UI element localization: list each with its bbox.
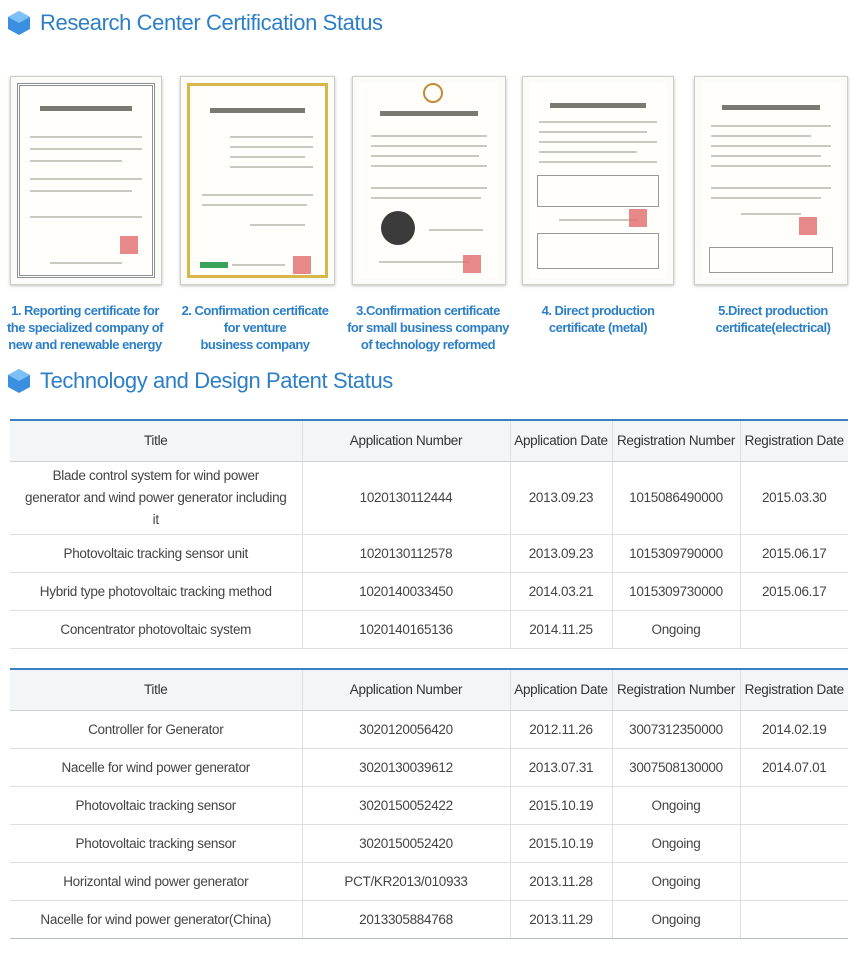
registration-date: 2015.03.30: [740, 462, 848, 535]
application-date: 2012.11.26: [510, 711, 612, 749]
certificate-caption-1: 1. Reporting certificate for the specialized company of new and renewable energy: [6, 303, 164, 352]
design-patent-table: [10, 668, 848, 939]
certificate-image-1: [10, 76, 162, 285]
hexagon-icon: [6, 368, 32, 394]
header-registration-date: Registration Date: [740, 420, 848, 462]
certificate-image-4: [522, 76, 674, 285]
header-title: Title: [10, 420, 302, 462]
application-date: 2013.11.29: [510, 901, 612, 939]
application-number: 3020130039612: [302, 749, 510, 787]
registration-date: [740, 863, 848, 901]
registration-date: 2015.06.17: [740, 573, 848, 611]
patent-title: Photovoltaic tracking sensor unit: [10, 535, 302, 573]
table-row: [10, 573, 848, 611]
certificate-caption-2: 2. Confirmation certificate for venture business company: [181, 303, 329, 352]
application-date: 2013.07.31: [510, 749, 612, 787]
table-row: [10, 711, 848, 749]
technology-patent-table: [10, 419, 848, 649]
registration-date: 2015.06.17: [740, 535, 848, 573]
registration-number: Ongoing: [612, 787, 740, 825]
header-registration-number: Registration Number: [612, 420, 740, 462]
table-row: [10, 863, 848, 901]
table-header-row: [10, 420, 848, 462]
patent-section-heading: [6, 366, 393, 396]
registration-number: Ongoing: [612, 825, 740, 863]
application-number: 1020140165136: [302, 611, 510, 649]
header-registration-date: Registration Date: [740, 669, 848, 711]
application-date: 2013.09.23: [510, 535, 612, 573]
table-row: [10, 787, 848, 825]
certificate-caption-5: 5.Direct production certificate(electrical): [715, 303, 831, 335]
registration-number: 1015309730000: [612, 573, 740, 611]
table-row: [10, 611, 848, 649]
table-row: [10, 535, 848, 573]
header-registration-number: Registration Number: [612, 669, 740, 711]
patent-title: Hybrid type photovoltaic tracking method: [10, 573, 302, 611]
registration-number: 1015086490000: [612, 462, 740, 535]
registration-number: Ongoing: [612, 901, 740, 939]
registration-number: Ongoing: [612, 611, 740, 649]
header-application-date: Application Date: [510, 420, 612, 462]
patent-title: Concentrator photovoltaic system: [10, 611, 302, 649]
registration-number: 3007312350000: [612, 711, 740, 749]
hexagon-icon: [6, 10, 32, 36]
application-date: 2015.10.19: [510, 825, 612, 863]
certificate-gallery: [0, 76, 856, 356]
table-row: [10, 901, 848, 939]
registration-date: [740, 611, 848, 649]
application-number: 3020120056420: [302, 711, 510, 749]
certificate-image-5: [694, 76, 848, 285]
registration-date: [740, 901, 848, 939]
certificate-caption-4: 4. Direct production certificate (metal): [541, 303, 655, 335]
table-row: [10, 749, 848, 787]
application-date: 2014.11.25: [510, 611, 612, 649]
application-number: 2013305884768: [302, 901, 510, 939]
patent-title: Controller for Generator: [10, 711, 302, 749]
certificate-caption-3: 3.Confirmation certificate for small business company of technology reformed: [347, 303, 509, 352]
registration-number: Ongoing: [612, 863, 740, 901]
patent-title: Blade control system for wind power generator and wind power generator including it: [10, 462, 302, 535]
registration-number: 3007508130000: [612, 749, 740, 787]
application-number: 1020140033450: [302, 573, 510, 611]
certificate-image-3: [352, 76, 506, 285]
patent-title: Horizontal wind power generator: [10, 863, 302, 901]
application-number: 1020130112444: [302, 462, 510, 535]
research-section-heading: [6, 8, 383, 38]
patent-section-title: Technology and Design Patent Status: [40, 368, 393, 393]
header-application-date: Application Date: [510, 669, 612, 711]
table-row: [10, 825, 848, 863]
application-date: 2014.03.21: [510, 573, 612, 611]
table-header-row: [10, 669, 848, 711]
application-number: 1020130112578: [302, 535, 510, 573]
registration-date: 2014.02.19: [740, 711, 848, 749]
header-title: Title: [10, 669, 302, 711]
patent-title: Nacelle for wind power generator(China): [10, 901, 302, 939]
application-date: 2013.11.28: [510, 863, 612, 901]
registration-date: [740, 787, 848, 825]
registration-date: 2014.07.01: [740, 749, 848, 787]
header-application-number: Application Number: [302, 669, 510, 711]
application-number: 3020150052422: [302, 787, 510, 825]
application-number: 3020150052420: [302, 825, 510, 863]
application-date: 2013.09.23: [510, 462, 612, 535]
patent-title: Nacelle for wind power generator: [10, 749, 302, 787]
certificate-image-2: [180, 76, 335, 285]
research-section-title: Research Center Certification Status: [40, 10, 383, 35]
registration-date: [740, 825, 848, 863]
application-date: 2015.10.19: [510, 787, 612, 825]
table-row: [10, 462, 848, 535]
application-number: PCT/KR2013/010933: [302, 863, 510, 901]
registration-number: 1015309790000: [612, 535, 740, 573]
patent-title: Photovoltaic tracking sensor: [10, 787, 302, 825]
patent-title: Photovoltaic tracking sensor: [10, 825, 302, 863]
header-application-number: Application Number: [302, 420, 510, 462]
